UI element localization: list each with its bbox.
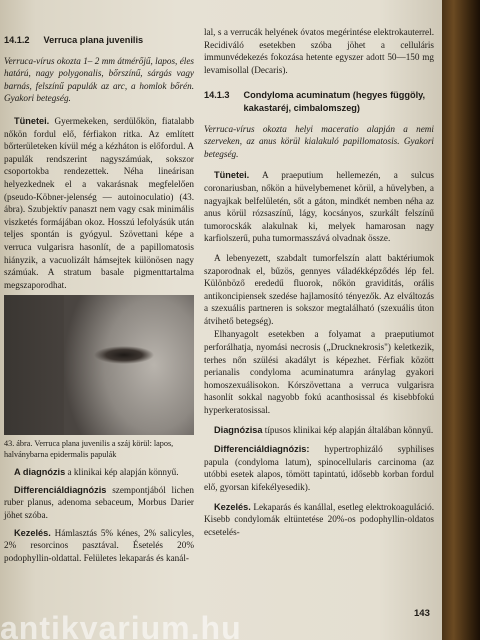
symptoms-text: Gyermekeken, serdülőkön, fiatalabb nőkön fordul elő, férfiakon ritka. Az említett bőrterületeken kívül még a kézháton is előfordul. A papulák rendszerint nagyszámúak, sokszor csoportokba rendezettek. Néha lineárisan helyezkednek el a vakarásnak megfelelően (pseudo-Köbner-jelenség — autoinoculatio) (43. ábra). Szubjektív panaszt nem vagy csak minimális viszketés formájában okoz. Hosszú lefolyásúk után teljes spontán is gyógyul. Szövettani képe a verruca vulgarisra hasonlít, de a papillomatosis hiányzik, a vacuolizált hámsejtek különösen nagy számúak. A stratum basale pigmenttartalma megszaporodhat. — [4, 115, 195, 290]
differential-paragraph — [204, 443, 434, 493]
symptoms-label: Tünetei. — [14, 115, 50, 126]
treatment-label: Kezelés. — [14, 527, 51, 538]
differential-text: hypertrophizáló syphilises papula (condyloma latum), spinocellularis carcinoma (az utóbbi esetek alapos, tömött tapintatú, idősebb korban fordul elő, gyorsan kifekélyesedik). — [204, 444, 434, 492]
page-number: 143 — [414, 608, 430, 619]
differential-paragraph — [4, 484, 194, 522]
clinical-photo — [4, 295, 194, 435]
treatment-paragraph — [4, 527, 194, 565]
symptoms-paragraph — [4, 115, 194, 291]
intro-paragraph: Verruca-vírus okozta 1– 2 mm átmérőjű, lapos, éles határú, nagy polygonalis, bőrszínű, sárgás vagy barnás, felszínű papulák az arc, a homlok bőrén. Gyakori betegség. — [4, 55, 194, 104]
figure-caption: 43. ábra. Verruca plana juvenilis a száj körül: lapos, halványbarna epidermalis papulák — [4, 439, 174, 459]
book-spine — [442, 0, 480, 640]
heading-number: 14.1.3 — [204, 90, 230, 101]
paragraph-2: A lebenyezett, szabdalt tumorfelszín alatt baktériumok szaporodnak el, bűzös, gennyes váladékképződés lép fel. Különböző erededű fluorok, nőkön graviditás, orális antikoncipiensek szedése hajlamosító tényezők. Az elváltozás a szexuális partneren is sokszor megtalálható (szexuális úton átvihető betegség). — [204, 252, 434, 326]
diagnosis-label: A diagnózis — [14, 467, 66, 478]
left-column — [4, 0, 194, 565]
differential-label: Differenciáldiagnózis — [14, 484, 107, 495]
symptoms-paragraph — [204, 169, 434, 245]
treatment-text: Lekaparás és kanállal, esetleg elektrokoaguláció. Kisebb condylomák eltüntetése 20%-os podophyllin-oldatos ecsetelés- — [204, 501, 434, 537]
section-heading-14-1-2 — [4, 34, 194, 47]
treatment-text: Hámlasztás 5% kénes, 2% salicyles, 2% resorcinos pasztával. Ésetelés 20% podophyllin-oldattal. Felületes lekaparás és kanál- — [4, 527, 194, 563]
symptoms-text: A praeputium hellemezén, a sulcus coronariusban, nőkön a hüvelybemenet körül, a hüvelyben, a nagyajkak belfelületén, sőt a gáton, mindkét nemben néha az anus körül rózsaszínű, lágy, kocsányos, szurkált felszínű tumorocskák alakulnak ki, melyek hamarosan nagy karfiolszerű, puha tumormasszává olvadnak össze. — [204, 170, 434, 244]
right-column — [204, 0, 434, 539]
differential-label: Differenciáldiagnózis: — [214, 444, 310, 455]
watermark: antikvarium.hu — [0, 610, 242, 640]
intro-paragraph: Verruca-vírus okozta helyi maceratio alapján a nemi szerveken, az anus körül kialakuló papillomatosis. Gyakori betegség. — [204, 123, 434, 159]
differential-text: szempontjából lichen ruber planus, adenoma sebaceum, Morbus Darier jöhet szóba. — [4, 484, 194, 521]
section-heading-14-1-3 — [204, 89, 434, 114]
treatment-label: Kezelés. — [214, 501, 251, 512]
diagnosis-text: típusos klinikai kép alapján általában könnyű. — [264, 424, 434, 435]
diagnosis-paragraph — [204, 424, 434, 437]
heading-number: 14.1.2 — [4, 35, 30, 45]
heading-title: Verruca plana juvenilis — [43, 35, 144, 45]
diagnosis-text: a klinikai kép alapján könnyű. — [67, 467, 179, 478]
symptoms-label: Tünetei. — [214, 170, 250, 181]
treatment-paragraph — [204, 501, 434, 539]
diagnosis-paragraph — [4, 466, 194, 479]
diagnosis-label: Diagnózisa — [214, 424, 263, 435]
paragraph-3: Elhanyagolt esetekben a folyamat a praeputiumot perforálhatja, nyomási necrosis („Drucknekrosis") keletkezik, terhes nőn szülési akadályt is képezhet. Férfiak között perianalis condyloma acuminatumra aránylag gyakori homoszexuálisokon. Kórszövettana a verruca vulgarisra hasonlít sokkal nagyobb fokú acanthosissal és kisebbfokú hyperkeratosissal. — [204, 329, 434, 416]
continuation-paragraph: lal, s a verrucák helyének óvatos megérintése elektrokauterrel. Recidiváló esetekben szóba jöhet a celluláris immunvédekezés fokozása hetente egyszer adott 50—150 mg levamisollal (Decaris). — [204, 27, 434, 75]
heading-title: Condyloma acuminatum (hegyes függöly, kakastaréj, cimbalomszeg) — [243, 90, 426, 113]
